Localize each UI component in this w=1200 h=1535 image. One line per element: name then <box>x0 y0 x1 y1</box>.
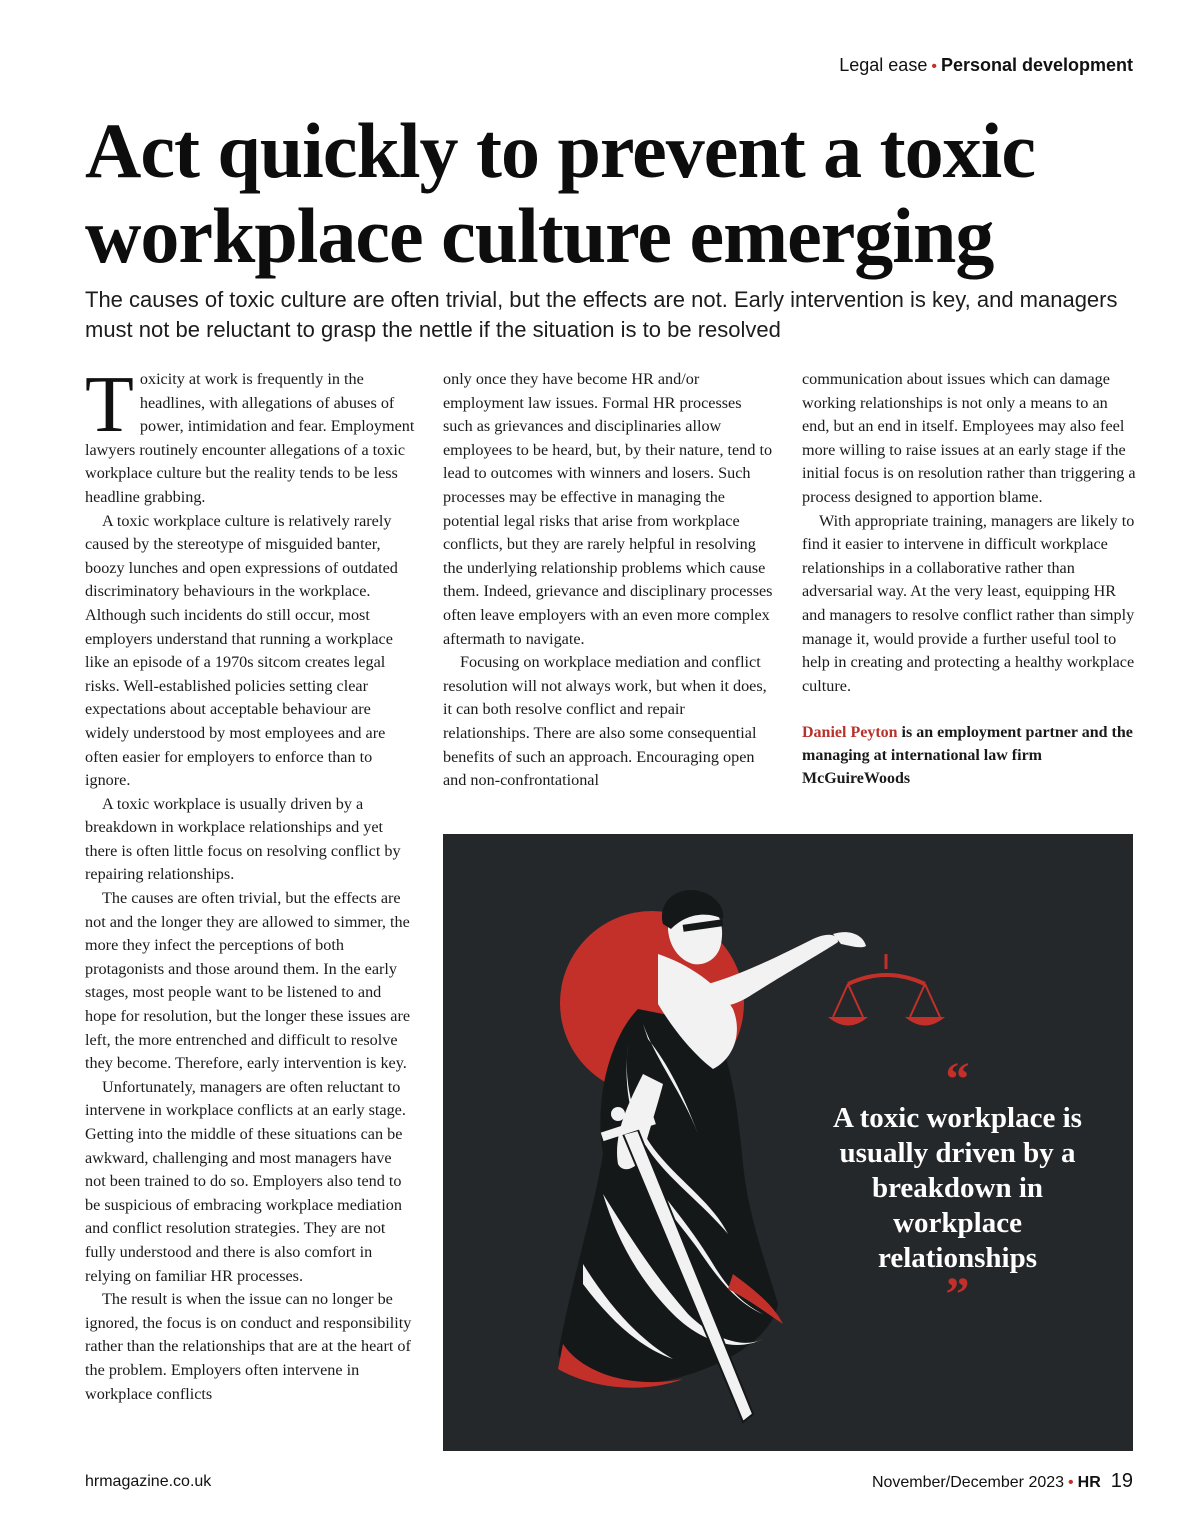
section-label: Legal ease <box>839 55 928 75</box>
body-paragraph: Toxicity at work is frequently in the headlines, with allegations of abuses of power, intimidation and fear. Employment lawyers routinely encounter allegations of a toxic workplace culture but the reality tends to be less headline grabbing. <box>85 361 415 506</box>
category-label: Personal development <box>940 55 1133 75</box>
author-description: is an employment partner and the managing at international law firm McGuireWoods <box>802 724 1133 788</box>
close-quote-icon: ” <box>945 1268 970 1321</box>
page-number: 19 <box>1110 1470 1133 1492</box>
article-standfirst: The causes of toxic culture are often trivial, but the effects are not. Early intervention is key, and managers must not be reluctant to grasp the nettle if the situation is to be resolved <box>85 287 1118 342</box>
body-paragraph: With appropriate training, managers are likely to find it easier to intervene in difficult workplace relationships in a collaborative rather than adversarial way. At the very least, equipping HR and managers to resolve conflict rather than simply manage it, would provide a further useful tool to help in creating and protecting a healthy workplace culture. <box>802 511 1135 695</box>
body-paragraph: only once they have become HR and/or employment law issues. Formal HR processes such as grievances and disciplinaries allow employees to be heard, but, by their nature, tend to lead to outcomes with winners and losers. Such processes may be effective in managing the potential legal risks that arise from workplace conflicts, but they are rarely helpful in resolving the underlying relationship problems which cause them. Indeed, grievance and disciplinary processes often leave employers with an even more complex aftermath to navigate. <box>443 370 773 648</box>
text-column-3 <box>802 368 1137 790</box>
body-paragraph: Unfortunately, managers are often reluctant to intervene in workplace conflicts at an early stage. Getting into the middle of these situations can be awkward, challenging and most managers have not been trained to do so. Employers also tend to be suspicious of embracing workplace mediation and conflict resolution strategies. They are not fully understood and there is also comfort in relying on familiar HR processes. <box>85 1077 406 1285</box>
separator-dot: • <box>1068 1474 1074 1491</box>
footer-website: hrmagazine.co.uk <box>85 1473 212 1490</box>
pull-quote <box>820 1053 1095 1321</box>
body-paragraph: The causes are often trivial, but the effects are not and the longer they are allowed to simmer, the more they infect the perceptions of both protagonists and those around them. In the early stages, most people want to be listened to and hope for resolution, but the longer these issues are left, the more entrenched and difficult to resolve they become. Therefore, early intervention is key. <box>85 889 411 1073</box>
drop-cap: T <box>85 361 134 449</box>
separator-dot: • <box>931 58 937 75</box>
author-name: Daniel Peyton <box>802 724 898 742</box>
brand-label: HR <box>1077 1474 1101 1491</box>
body-paragraph: The result is when the issue can no longer be ignored, the focus is on conduct and responsibility rather than the relationships that are at the heart of the problem. Employers often intervene in workplace conflicts <box>85 1290 412 1403</box>
body-paragraph: A toxic workplace culture is relatively rarely caused by the stereotype of misguided banter, boozy lunches and open expressions of outdated discriminatory behaviours in the workplace. Although such incidents do still occur, most employers understand that running a workplace like an episode of a 1970s sitcom creates legal risks. Well-established policies setting clear expectations about acceptable behaviour are widely understood by most employees and are often easier for employers to enforce than to ignore. <box>85 511 398 790</box>
section-header <box>839 55 1133 76</box>
issue-date: November/December 2023 <box>871 1474 1065 1491</box>
open-quote-icon: “ <box>945 1053 970 1106</box>
pull-quote-text: A toxic workplace is usually driven by a breakdown in workplace relationships <box>833 1102 1082 1274</box>
author-bio <box>802 721 1137 790</box>
text-column-2 <box>443 368 773 793</box>
body-paragraph: communication about issues which can damage working relationships is not only a means to an end, but an end in itself. Employees may also feel more willing to raise issues at an early stage if the initial focus is on resolution rather than triggering a process designed to apportion blame. <box>802 370 1136 506</box>
body-paragraph: Focusing on workplace mediation and conflict resolution will not always work, but when it does, it can both resolve conflict and repair relationships. There are also some consequential benefits of such an approach. Encouraging open and non-confrontational <box>443 653 767 790</box>
text-column-1 <box>85 361 415 1406</box>
footer-issue-info <box>872 1470 1133 1493</box>
article-headline: Act quickly to prevent a toxic workplace culture emerging <box>85 107 1035 279</box>
body-paragraph: A toxic workplace is usually driven by a breakdown in workplace relationships and yet there is often little focus on resolving conflict by repairing relationships. <box>85 794 401 884</box>
